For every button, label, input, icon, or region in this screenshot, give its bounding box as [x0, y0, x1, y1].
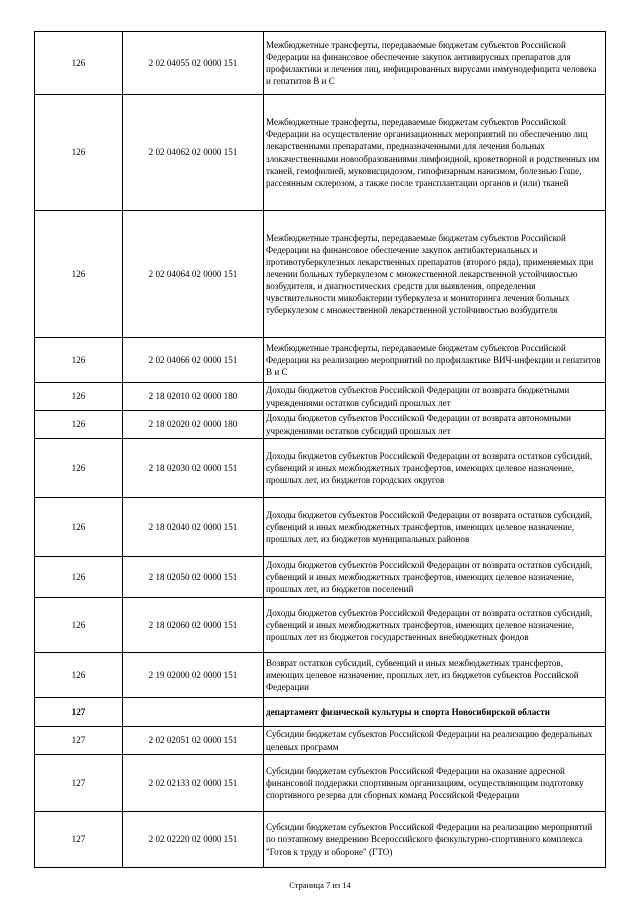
table-row	[35, 95, 606, 211]
admin-code-cell: 127	[35, 755, 123, 812]
admin-code-cell: 127	[35, 698, 123, 727]
table-row	[35, 411, 606, 439]
admin-code-cell: 126	[35, 383, 123, 411]
revenue-name-cell: Доходы бюджетов субъектов Российской Федерации от возврата остатков субсидий, субвенций и иных межбюджетных трансфертов, имеющих целевое назначение, прошлых лет из бюджетов государственных внебюджетных фондов	[264, 598, 606, 653]
table-row	[35, 383, 606, 411]
revenue-code-cell	[123, 698, 264, 727]
admin-code-cell: 126	[35, 32, 123, 95]
page-number: Страница 7 из 14	[289, 880, 351, 890]
table-row	[35, 598, 606, 653]
revenue-code-cell: 2 18 02040 02 0000 151	[123, 498, 264, 557]
revenue-code-cell: 2 02 02220 02 0000 151	[123, 812, 264, 868]
admin-code-cell: 126	[35, 653, 123, 698]
table-row	[35, 557, 606, 598]
revenue-codes-table	[34, 31, 606, 868]
table-row	[35, 698, 606, 727]
revenue-name-cell: Доходы бюджетов субъектов Российской Федерации от возврата бюджетными учреждениями остатков субсидий прошлых лет	[264, 383, 606, 411]
table-row	[35, 755, 606, 812]
table-row	[35, 338, 606, 383]
revenue-name-cell: Межбюджетные трансферты, передаваемые бюджетам субъектов Российской Федерации на осуществление организационных мероприятий по обеспечению лиц лекарственными препаратами, предназначенными для лечения больных злокачественными новообразованиями лимфоидной, кроветворной и родственных им тканей, гемофилией, муковисцидозом, гипофизарным нанизмом, болезнью Гоше, рассеянным склерозом, а также после трансплантации органов и (или) тканей	[264, 95, 606, 211]
revenue-code-cell: 2 18 02030 02 0000 151	[123, 439, 264, 498]
revenue-name-cell: Межбюджетные трансферты, передаваемые бюджетам субъектов Российской Федерации на реализацию мероприятий по профилактике ВИЧ-инфекции и гепатитов В и С	[264, 338, 606, 383]
revenue-name-cell: Субсидии бюджетам субъектов Российской Федерации на реализацию федеральных целевых программ	[264, 727, 606, 755]
revenue-name-cell: Субсидии бюджетам субъектов Российской Федерации на оказание адресной финансовой поддержки спортивным организациям, осуществляющим подготовку спортивного резерва для сборных команд Российской Федерации	[264, 755, 606, 812]
table-row	[35, 498, 606, 557]
admin-code-cell: 126	[35, 439, 123, 498]
table-row	[35, 211, 606, 338]
admin-code-cell: 126	[35, 338, 123, 383]
revenue-name-cell: Субсидии бюджетам субъектов Российской Федерации на реализацию мероприятий по поэтапному внедрению Всероссийского физкультурно-спортивного комплекса "Готов к труду и обороне" (ГТО)	[264, 812, 606, 868]
revenue-code-cell: 2 02 02051 02 0000 151	[123, 727, 264, 755]
revenue-name-cell: Межбюджетные трансферты, передаваемые бюджетам субъектов Российской Федерации на финансовое обеспечение закупок антивирусных препаратов для профилактики и лечения лиц, инфицированных вирусами иммунодефицита человека и гепатитов В и С	[264, 32, 606, 95]
revenue-code-cell: 2 18 02020 02 0000 180	[123, 411, 264, 439]
revenue-name-cell: Доходы бюджетов субъектов Российской Федерации от возврата остатков субсидий, субвенций и иных межбюджетных трансфертов, имеющих целевое назначение, прошлых лет, из бюджетов поселений	[264, 557, 606, 598]
revenue-name-cell: департамент физической культуры и спорта Новосибирской области	[264, 698, 606, 727]
revenue-name-cell: Межбюджетные трансферты, передаваемые бюджетам субъектов Российской Федерации на финансовое обеспечение закупок антибактериальных и противотуберкулезных лекарственных препаратов (второго ряда), применяемых при лечении больных туберкулезом с множественной лекарственной устойчивостью возбудителя, и диагностических средств для выявления, определения чувствительности микобактерии туберкулеза и мониторинга лечения больных туберкулезом с множественной лекарственной устойчивостью возбудителя	[264, 211, 606, 338]
revenue-code-cell: 2 02 04064 02 0000 151	[123, 211, 264, 338]
table-row	[35, 653, 606, 698]
admin-code-cell: 126	[35, 557, 123, 598]
admin-code-cell: 127	[35, 812, 123, 868]
revenue-code-cell: 2 02 04062 02 0000 151	[123, 95, 264, 211]
admin-code-cell: 126	[35, 95, 123, 211]
revenue-name-cell: Возврат остатков субсидий, субвенций и иных межбюджетных трансфертов, имеющих целевое назначение, прошлых лет, из бюджетов субъектов Российской Федерации	[264, 653, 606, 698]
revenue-code-cell: 2 02 02133 02 0000 151	[123, 755, 264, 812]
table-row	[35, 439, 606, 498]
revenue-code-cell: 2 19 02000 02 0000 151	[123, 653, 264, 698]
revenue-code-cell: 2 02 04055 02 0000 151	[123, 32, 264, 95]
revenue-code-cell: 2 18 02060 02 0000 151	[123, 598, 264, 653]
revenue-code-cell: 2 18 02010 02 0000 180	[123, 383, 264, 411]
revenue-code-cell: 2 02 04066 02 0000 151	[123, 338, 264, 383]
table-row	[35, 727, 606, 755]
revenue-code-cell: 2 18 02050 02 0000 151	[123, 557, 264, 598]
admin-code-cell: 126	[35, 498, 123, 557]
table-row	[35, 32, 606, 95]
admin-code-cell: 127	[35, 727, 123, 755]
table-row	[35, 812, 606, 868]
admin-code-cell: 126	[35, 598, 123, 653]
revenue-name-cell: Доходы бюджетов субъектов Российской Федерации от возврата остатков субсидий, субвенций и иных межбюджетных трансфертов, имеющих целевое назначение, прошлых лет, из бюджетов городских округов	[264, 439, 606, 498]
admin-code-cell: 126	[35, 211, 123, 338]
revenue-name-cell: Доходы бюджетов субъектов Российской Федерации от возврата остатков субсидий, субвенций и иных межбюджетных трансфертов, имеющих целевое назначение, прошлых лет, из бюджетов муниципальных районов	[264, 498, 606, 557]
admin-code-cell: 126	[35, 411, 123, 439]
revenue-name-cell: Доходы бюджетов субъектов Российской Федерации от возврата автономными учреждениями остатков субсидий прошлых лет	[264, 411, 606, 439]
